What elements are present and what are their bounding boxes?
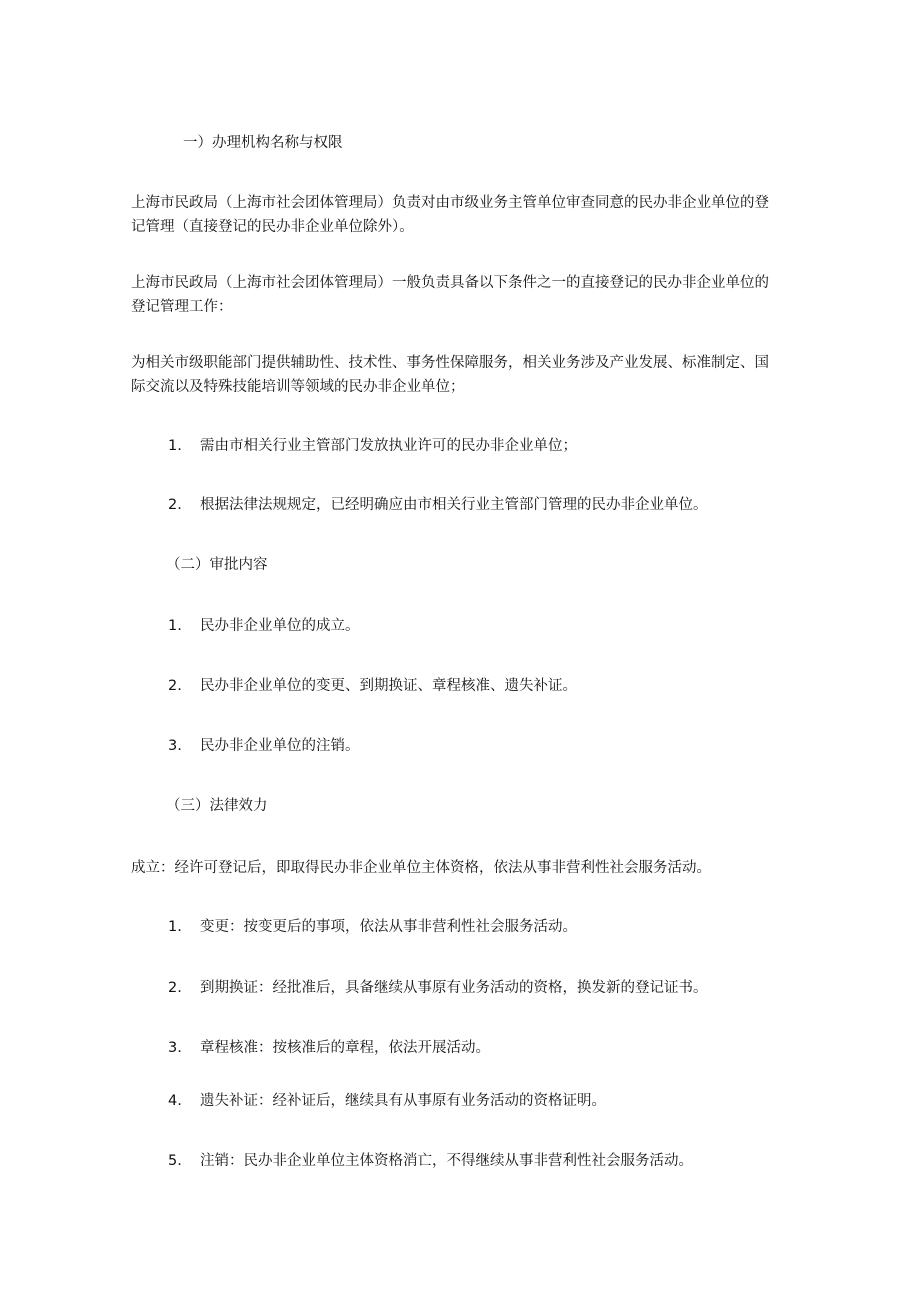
list-number: 2. xyxy=(168,497,182,513)
list-number: 3. xyxy=(168,1040,182,1056)
section-heading-legal-effect: （三）法律效力 xyxy=(166,798,268,814)
list-item xyxy=(168,494,708,516)
paragraph-condition-support-services: 为相关市级职能部门提供辅助性、技术性、事务性保障服务，相关业务涉及产业发展、标准制定、国际交流以及特殊技能培训等领域的民办非企业单位； xyxy=(131,355,769,395)
list-text: 民办非企业单位的成立。 xyxy=(200,618,360,634)
list-number: 4. xyxy=(168,1093,182,1109)
list-text: 注销：民办非企业单位主体资格消亡，不得继续从事非营利性社会服务活动。 xyxy=(200,1153,693,1169)
list-text: 需由市相关行业主管部门发放执业许可的民办非企业单位； xyxy=(200,438,577,454)
list-number: 3. xyxy=(168,738,182,754)
list-text: 到期换证：经批准后，具备继续从事原有业务活动的资格，换发新的登记证书。 xyxy=(200,980,708,996)
list-item xyxy=(168,615,360,637)
list-item xyxy=(168,916,577,938)
list-text: 变更：按变更后的事项，依法从事非营利性社会服务活动。 xyxy=(200,919,577,935)
list-item xyxy=(168,977,708,999)
list-item xyxy=(168,735,360,757)
list-number: 2. xyxy=(168,980,182,996)
list-item xyxy=(168,1090,606,1112)
list-text: 根据法律法规规定，已经明确应由市相关行业主管部门管理的民办非企业单位。 xyxy=(200,497,708,513)
section-heading-agency: 一）办理机构名称与权限 xyxy=(183,135,343,151)
paragraph-registration-scope: 上海市民政局（上海市社会团体管理局）负责对由市级业务主管单位审查同意的民办非企业单位的登记管理（直接登记的民办非企业单位除外）。 xyxy=(131,195,769,235)
list-item xyxy=(168,1037,490,1059)
list-text: 遗失补证：经补证后，继续具有从事原有业务活动的资格证明。 xyxy=(200,1093,606,1109)
list-number: 1. xyxy=(168,919,182,935)
list-text: 民办非企业单位的变更、到期换证、章程核准、遗失补证。 xyxy=(200,678,577,694)
list-text: 章程核准：按核准后的章程，依法开展活动。 xyxy=(200,1040,490,1056)
paragraph-establishment-effect: 成立：经许可登记后，即取得民办非企业单位主体资格，依法从事非营利性社会服务活动。 xyxy=(131,860,711,876)
list-text: 民办非企业单位的注销。 xyxy=(200,738,360,754)
list-number: 1. xyxy=(168,438,182,454)
section-heading-approval-content: （二）审批内容 xyxy=(166,557,268,573)
list-number: 2. xyxy=(168,678,182,694)
list-item xyxy=(168,675,577,697)
list-number: 5. xyxy=(168,1153,182,1169)
list-number: 1. xyxy=(168,618,182,634)
list-item xyxy=(168,435,577,457)
list-item xyxy=(168,1150,693,1172)
paragraph-direct-registration: 上海市民政局（上海市社会团体管理局）一般负责具备以下条件之一的直接登记的民办非企业单位的登记管理工作： xyxy=(131,275,769,315)
